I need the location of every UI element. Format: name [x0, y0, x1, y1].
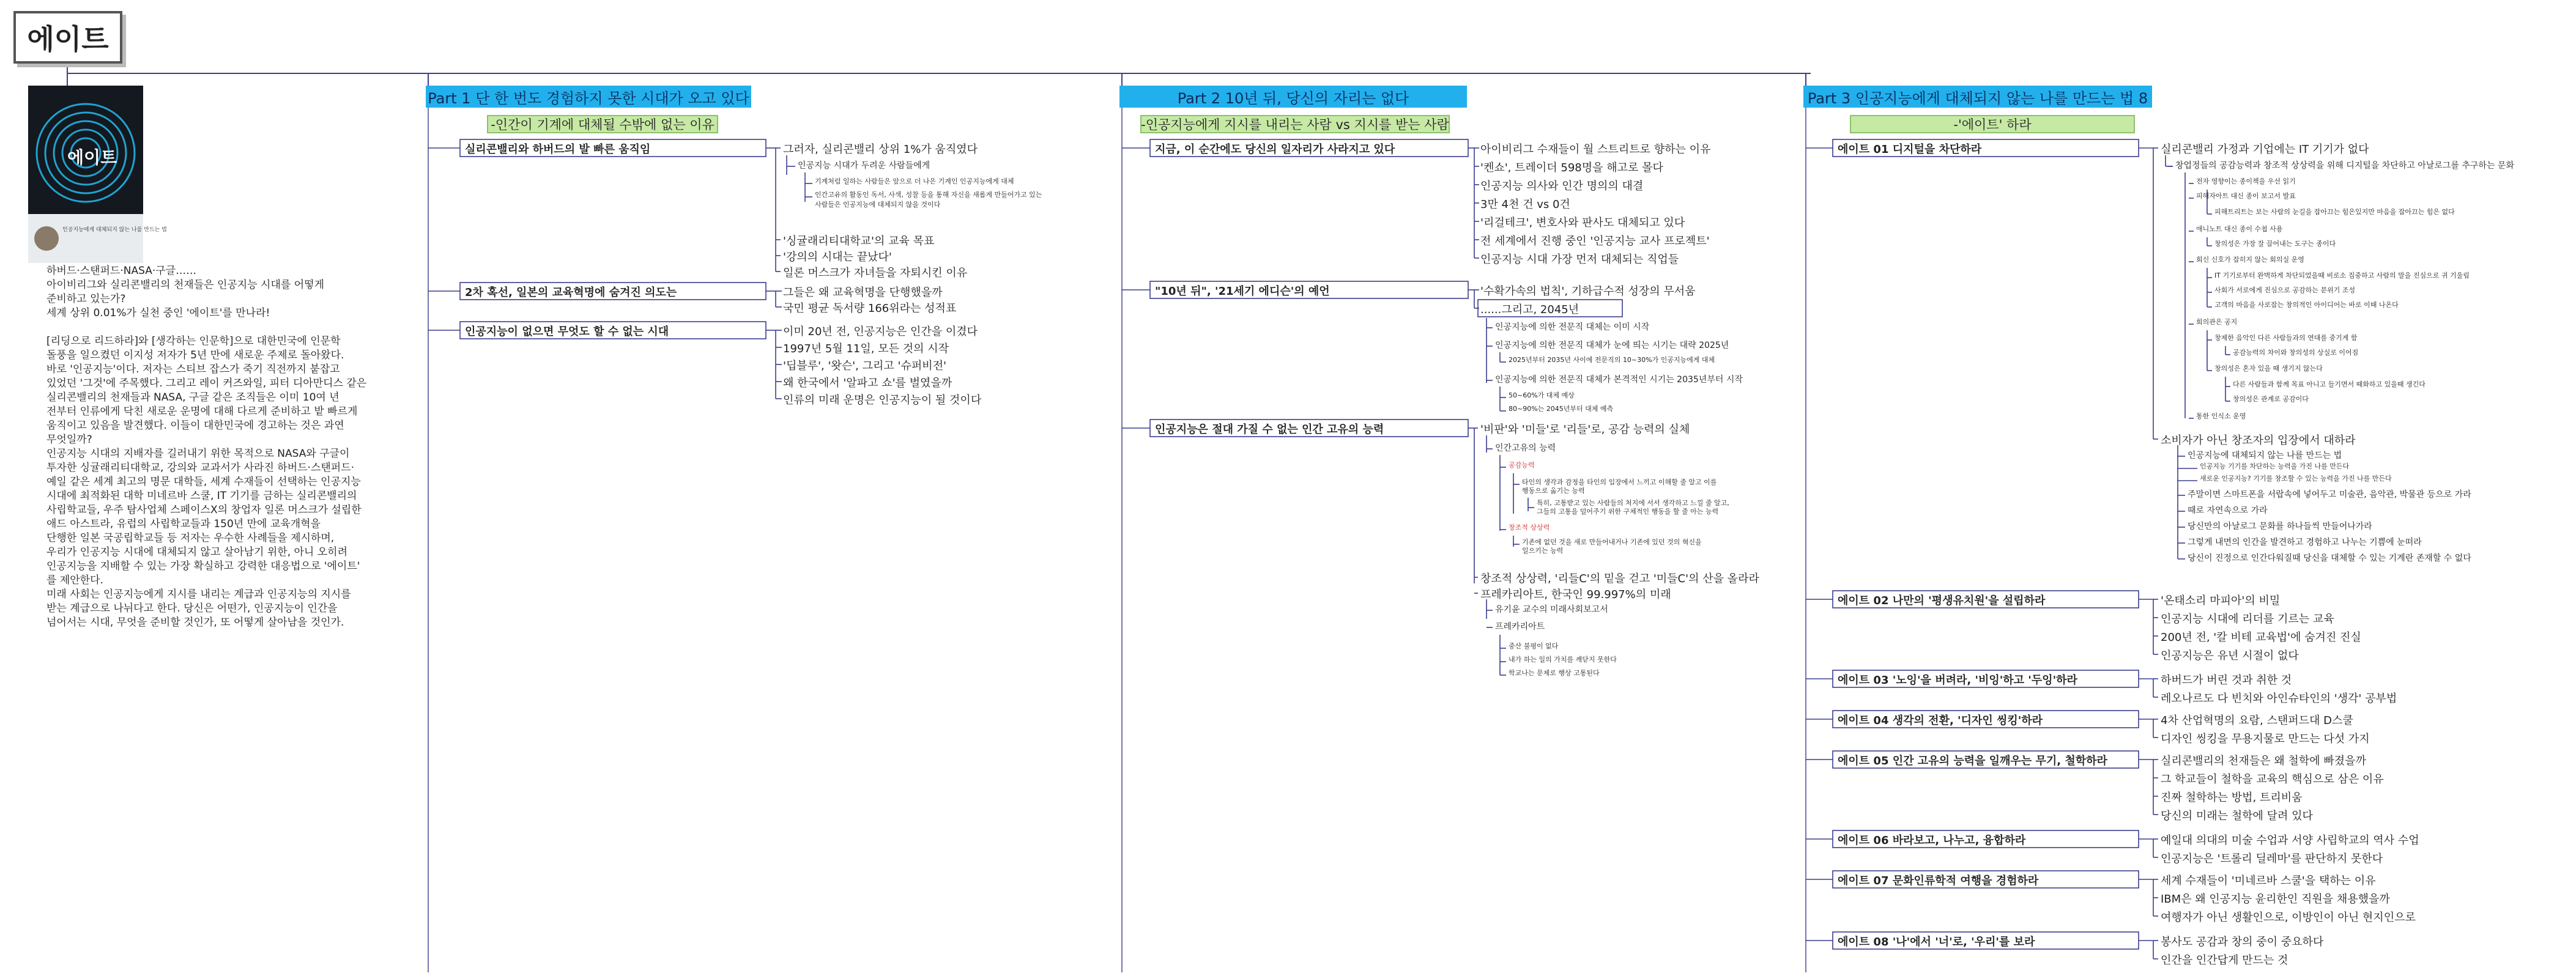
eight-item: 실리콘밸리 가정과 기업에는 IT 기기가 없다 — [2161, 143, 2369, 156]
detail-item: 당신만의 아날로그 문화를 하나들씩 만들어나가라 — [2188, 522, 2372, 531]
chapter-item: 왜 한국에서 '알파고 쇼'를 벌였을까 — [783, 377, 952, 390]
book-description-line: 넘어서는 시대, 무엇을 준비할 것인가, 또 어떻게 살아남을 것인가. — [46, 616, 344, 629]
eight-title: 에이트 03 '노잉'을 버려라, '비잉'하고 '두잉'하라 — [1838, 674, 2077, 687]
book-cover-art — [28, 86, 143, 263]
detail-item: 인공지능에 대체되지 않는 나를 만드는 법 — [2188, 451, 2342, 460]
chapter-item: '딥블루', '왓슨', 그리고 '슈퍼비전' — [783, 360, 946, 372]
eight-item: 인공지능은 유년 시절이 없다 — [2161, 649, 2299, 662]
part-2-subtitle: -인공지능에게 지시를 내리는 사람 vs 지시를 받는 사람 — [1140, 115, 1450, 133]
detail-item: 일으키는 능력 — [1522, 547, 1564, 555]
book-description-line: 단행한 일본 국공립학교들 등 저자는 우수한 사례들을 제시하며, — [46, 532, 335, 544]
book-description-line: 투자한 싱귤래리티대학교, 강의와 교과서가 사라진 하버드·스탠퍼드· — [46, 462, 355, 474]
detail-item: 2025년부터 2035년 사이에 전문직의 10~30%가 인공지능에게 대체 — [1509, 356, 1715, 364]
detail-item: 타인의 생각과 감정을 타인의 입장에서 느끼고 이해할 줄 알고 이를 — [1522, 478, 1717, 486]
book-description-line: 미래 사회는 인공지능에게 지시를 내리는 계급과 인공지능의 지시를 — [46, 588, 351, 601]
detail-item: 창의성은 가장 잘 끌어내는 도구는 종이다 — [2214, 240, 2336, 248]
detail-item: 특히, 고통받고 있는 사람들의 처지에 서서 생각하고 느낄 줄 알고, — [1537, 499, 1729, 507]
part-3-subtitle: -'에이트' 하라 — [1850, 115, 2135, 133]
chapter-item: 아이비리그 수재들이 월 스트리트로 향하는 이유 — [1480, 143, 1711, 156]
book-description-line: 돌풍을 일으켰던 이지성 저자가 5년 만에 새로운 주제로 돌아왔다. — [46, 349, 344, 361]
detail-item: 회신 신호가 잡히지 않는 회의실 운영 — [2196, 256, 2304, 264]
detail-item: 기계처럼 일하는 사람들은 앞으로 더 나은 기계인 인공지능에게 대체 — [815, 177, 1014, 185]
book-description-line: 예일 같은 세계 최고의 명문 대학들, 세계 수재들이 선택하는 인공지능 — [46, 476, 361, 488]
detail-item: 당신이 진정으로 인간다워질때 당신을 대체할 수 있는 기계란 존재할 수 없다 — [2188, 553, 2471, 563]
eight-item: 디자인 씽킹을 무용지물로 만드는 다섯 가지 — [2161, 733, 2370, 745]
detail-item: 다른 사람들과 함께 목표 아니고 들기면서 때화하고 있을때 생긴다 — [2233, 380, 2426, 388]
chapter-item: '리걸테크', 변호사와 판사도 대체되고 있다 — [1480, 216, 1685, 229]
chapter-title: 인공지능이 없으면 무엇도 할 수 없는 시대 — [465, 325, 669, 338]
book-description-line: 우리가 인공지능 시대에 대체되지 않고 살아남기 위한, 아니 오히려 — [46, 546, 348, 558]
eight-title: 에이트 08 '나'에서 '너'로, '우리'를 보라 — [1838, 936, 2035, 948]
sub-item-red: 공감능력 — [1509, 461, 1535, 469]
sub-item: 인공지능에 의한 전문직 대체는 이미 시작 — [1495, 322, 1650, 332]
eight-item: 예일대 의대의 미술 수업과 서양 사립학교의 역사 수업 — [2161, 834, 2419, 847]
chapter-item: 전 세계에서 진행 중인 '인공지능 교사 프로젝트' — [1480, 235, 1710, 248]
detail-item: 애니노트 대신 종이 수첩 사용 — [2196, 225, 2283, 233]
eight-item: 인간을 인간답게 만드는 것 — [2161, 954, 2288, 967]
chapter-item: 그들은 왜 교육혁명을 단행했을까 — [783, 286, 943, 299]
book-description-line: 세계 상위 0.01%가 실천 중인 '에이트'를 만나라! — [46, 307, 270, 319]
part-1-subtitle: -인간이 기계에 대체될 수밖에 없는 이유 — [487, 115, 718, 133]
detail-item: 창업정들의 공감능력과 창조적 상상력을 위해 디지털을 차단하고 아날로그를 추구하는 문화 — [2175, 161, 2514, 171]
part-3-header: Part 3 인공지능에게 대체되지 않는 나를 만드는 법 8 — [1803, 86, 2152, 108]
book-description-line: 실리콘밸리의 천재들과 NASA, 구글 같은 조직들은 이미 10여 년 — [46, 391, 340, 404]
book-description-line: 사립학교들, 우주 탐사업체 스페이스X의 창업자 일론 머스크가 설립한 — [46, 504, 362, 516]
eight-item: 세계 수재들이 '미네르바 스쿨'을 택하는 이유 — [2161, 874, 2376, 887]
chapter-item: '강의의 시대는 끝났다' — [783, 251, 892, 264]
book-description-line: 아이비리그와 실리콘밸리의 천재들은 인공지능 시대를 어떻게 — [46, 279, 324, 291]
detail-item: 새로운 인공지능? 기기를 창조할 수 있는 능력을 가진 나를 만든다 — [2200, 475, 2392, 482]
root-node: 에이트 — [13, 11, 122, 64]
eight-item: 200년 전, '칼 비테 교육법'에 숨겨진 진실 — [2161, 631, 2361, 644]
eight-item: 인공지능은 '트롤리 딜레마'를 판단하지 못한다 — [2161, 852, 2383, 865]
eight-title: 에이트 02 나만의 '평생유치원'을 설립하라 — [1838, 594, 2046, 607]
chapter-item: 그러자, 실리콘밸리 상위 1%가 움직였다 — [783, 143, 978, 156]
book-description-line — [46, 320, 366, 335]
book-cover-image — [28, 86, 167, 263]
detail-item: 행동으로 옮기는 능력 — [1522, 487, 1585, 495]
detail-item: 내가 하는 일의 가치를 깨닫지 못한다 — [1509, 656, 1617, 664]
eight-item: 레오나르도 다 빈치와 아인슈타인의 '생각' 공부법 — [2161, 692, 2397, 705]
detail-item: 인공지능 기기를 차단하는 능력을 가진 나를 만든다 — [2200, 462, 2350, 470]
eight-item: IBM은 왜 인공지능 윤리한인 직원을 채용했을까 — [2161, 893, 2390, 906]
eight-item: 그 학교들이 철학을 교육의 핵심으로 삼은 이유 — [2161, 773, 2384, 786]
eight-item: 4차 산업혁명의 요람, 스탠퍼드대 D스쿨 — [2161, 714, 2353, 727]
chapter-item: 일론 머스크가 자녀들을 자퇴시킨 이유 — [783, 267, 968, 279]
chapter-title: 지금, 이 순간에도 당신의 일자리가 사라지고 있다 — [1155, 143, 1395, 156]
chapter-item: 인공지능 시대 가장 먼저 대체되는 직업들 — [1480, 253, 1679, 266]
chapter-item: 인류의 미래 운명은 인공지능이 될 것이다 — [783, 394, 982, 407]
sub-item: 인공지능에 의한 전문직 대체가 본격적인 시기는 2035년부터 시작 — [1495, 375, 1743, 385]
book-description-line: 시대에 최적화된 대학 미네르바 스쿨, IT 기기를 금하는 실리콘밸리의 — [46, 490, 357, 502]
chapter-item: 이미 20년 전, 인공지능은 인간을 이겼다 — [783, 325, 978, 338]
detail-item: 그렇게 내면의 인간을 발견하고 경험하고 나누는 기쁨에 눈떠라 — [2188, 538, 2422, 547]
eight-title: 에이트 05 인간 고유의 능력을 일깨우는 무기, 철학하라 — [1838, 755, 2107, 767]
chapter-item: 창조적 상상력, '리들C'의 밑을 걷고 '미들C'의 산을 올라라 — [1480, 572, 1759, 585]
book-description-line: 준비하고 있는가? — [46, 293, 126, 305]
detail-item: 사람들은 인공지능에 대체되지 않을 것이다 — [815, 201, 941, 209]
chapter-item: 프레카리아트, 한국인 99.997%의 미래 — [1480, 588, 1671, 601]
book-description-line: 인공지능 시대의 지배자를 길러내기 위한 목적으로 NASA와 구글이 — [46, 448, 350, 460]
detail-item: 학교나는 문제로 행상 고통된다 — [1509, 669, 1600, 677]
chapter-item: '싱귤래리티대학교'의 교육 목표 — [783, 235, 935, 248]
chapter-item: '비판'와 '미들'로 '리들'로, 공감 능력의 실체 — [1480, 423, 1690, 436]
detail-item: 중산 불평이 없다 — [1509, 642, 1559, 650]
eight-item: 실리콘밸리의 천재들은 왜 철학에 빠졌을까 — [2161, 755, 2366, 767]
book-description-line: [리딩으로 리드하라]와 [생각하는 인문학]으로 대한민국에 인문학 — [46, 335, 341, 347]
part-2-header: Part 2 10년 뒤, 당신의 자리는 없다 — [1119, 86, 1467, 108]
eight-item: 인공지능 시대에 리더를 기르는 교육 — [2161, 613, 2334, 626]
book-description-line: 바로 '인공지능'이다. 저자는 스티브 잡스가 죽기 직전까지 붙잡고 — [46, 363, 340, 375]
chapter-item: 3만 4천 건 vs 0건 — [1480, 198, 1570, 211]
detail-item: 통한 인식소 운영 — [2196, 412, 2246, 420]
chapter-title: 인공지능은 절대 가질 수 없는 인간 고유의 능력 — [1155, 423, 1384, 436]
sub-item: 인간고유의 능력 — [1495, 443, 1556, 453]
book-description-line: 전부터 인류에게 닥친 새로운 운명에 대해 다르게 준비하고 밭 빠르게 — [46, 405, 358, 418]
book-description-line: 하버드·스탠퍼드·NASA·구글…… — [46, 265, 197, 277]
eight-title: 에이트 07 문화인류학적 여행을 경험하라 — [1838, 874, 2039, 887]
book-description-line: 를 제안한다. — [46, 574, 103, 586]
book-cover-title: 에이트 — [67, 147, 117, 168]
book-description-line: 인공지능을 지배할 수 있는 가장 확실하고 강력한 대응법으로 '에이트' — [46, 560, 360, 572]
detail-item: 80~90%는 2045년부터 대체 예측 — [1509, 405, 1614, 413]
detail-item: 기존에 없던 것을 새로 만들어내거나 기존에 있던 것의 혁신을 — [1522, 538, 1702, 546]
eight-item: 진짜 철학하는 방법, 트리비움 — [2161, 791, 2303, 804]
sub-item: 인공지능 시대가 두려운 사람들에게 — [798, 161, 930, 171]
detail-item: 창의성은 혼자 있을 때 생기지 않는다 — [2214, 364, 2323, 372]
book-description — [46, 264, 366, 630]
detail-item: 50~60%가 대체 예상 — [1509, 391, 1575, 399]
chapter-item: 국민 평균 독서량 166위라는 성적표 — [783, 302, 957, 315]
detail-item: 그들의 고통을 덜어주기 위한 구체적인 행동을 할 줄 아는 능력 — [1537, 508, 1719, 516]
chapter-item: 인공지능 의사와 인간 명의의 대결 — [1480, 180, 1644, 193]
chapter-title: "10년 뒤", '21세기 에디슨'의 예언 — [1155, 285, 1330, 298]
detail-item: 창제한 음악인 다른 사람들과의 연대를 중기게 함 — [2214, 334, 2358, 342]
chapter-item: '켄쇼', 트레이더 598명을 해고로 몰다 — [1480, 161, 1663, 174]
detail-item: 공감능력의 차이와 창의성의 상실로 이어짐 — [2233, 349, 2359, 357]
detail-item: 사회가 서로에게 진심으로 공감하는 분위기 조성 — [2214, 286, 2356, 294]
detail-item: 전자 영향이는 종이책을 우선 읽기 — [2196, 177, 2296, 185]
detail-item: 피해자아트 대신 종이 보고서 발표 — [2196, 192, 2296, 200]
detail-item: 회의관은 공지 — [2196, 318, 2238, 326]
book-description-line: 받는 계급으로 나뉘다고 한다. 당신은 어떤가, 인공지능이 인간을 — [46, 602, 338, 615]
chapter-item: '수확가속의 법칙', 기하급수적 성장의 무서움 — [1480, 285, 1696, 298]
sub-item: 인공지능에 의한 전문직 대체가 눈에 띄는 시기는 대략 2025년 — [1495, 341, 1729, 350]
detail-item: 인간고유의 활동인 독서, 사색, 성찰 등을 통해 자신을 새롭게 만들어가고 있는 — [815, 191, 1042, 199]
book-description-line: 움직이고 있음을 발견했다. 이들이 대한민국에 경고하는 것은 과연 — [46, 420, 344, 432]
chapter-item: ......그리고, 2045년 — [1480, 303, 1579, 316]
eight-item: '온태소리 마피아'의 비밀 — [2161, 594, 2281, 607]
eight-title: 에이트 04 생각의 전환, '디자인 씽킹'하라 — [1838, 714, 2043, 727]
sub-item-red: 창조적 상상력 — [1509, 523, 1550, 531]
book-description-line: 애드 아스트라, 유럽의 사립학교들과 150년 만에 교육개혁을 — [46, 518, 321, 530]
detail-item: 창의성은 관계로 공감이다 — [2233, 395, 2309, 403]
chapter-title: 실리콘밸리와 하버드의 발 빠른 움직임 — [465, 143, 651, 156]
eight-title: 에이트 06 바라보고, 나누고, 융합하라 — [1838, 834, 2026, 847]
book-description-line: 있었던 '그것'에 주목했다. 그리고 레이 커즈와일, 피터 디아만디스 같은 — [46, 377, 367, 390]
sub-item: 유기윤 교수의 미래사회보고서 — [1495, 605, 1608, 615]
chapter-item: 1997년 5월 11일, 모든 것의 시작 — [783, 342, 949, 355]
chapter-title: 2차 혹선, 일본의 교육혁명에 숨겨진 의도는 — [465, 286, 677, 299]
eight-item: 당신의 미래는 철학에 달려 있다 — [2161, 810, 2313, 823]
detail-item: 때로 자연속으로 가라 — [2188, 506, 2268, 516]
sub-item: 프레카리아트 — [1495, 622, 1545, 632]
eight-item: 봉사도 공감과 창의 중이 중요하다 — [2161, 936, 2324, 948]
part-1-header: Part 1 단 한 번도 경험하지 못한 시대가 오고 있다 — [426, 86, 751, 108]
eight-item: 하버드가 버린 것과 취한 것 — [2161, 674, 2292, 687]
eight-item: 소비자가 아닌 창조자의 입장에서 대하라 — [2161, 434, 2356, 447]
eight-item: 여행자가 아닌 생활인으로, 이방인이 아닌 현지인으로 — [2161, 911, 2416, 924]
detail-item: 주말이면 스마트폰을 서랍속에 넣어두고 미술관, 음악관, 박물관 등으로 가라 — [2188, 490, 2471, 500]
detail-item: 고객의 마음을 사로잡는 창의적인 아이디어는 바로 이때 나온다 — [2214, 301, 2399, 309]
book-cover-subtitle: 인공지능에게 대체되지 않는 나를 만드는 법 — [62, 227, 167, 233]
book-description-line: 무엇일까? — [46, 434, 92, 446]
eight-title: 에이트 01 디지털을 차단하라 — [1838, 143, 1982, 156]
detail-item: IT 기기로부터 완벽하게 차단되었을때 비로소 집중하고 사람의 말을 진심으로 귀 기울림 — [2214, 272, 2470, 279]
detail-item: 피해트리트는 보는 사람의 눈길을 잡아끄는 힘은있지만 마음을 잡아끄는 힘은 없다 — [2214, 208, 2455, 216]
